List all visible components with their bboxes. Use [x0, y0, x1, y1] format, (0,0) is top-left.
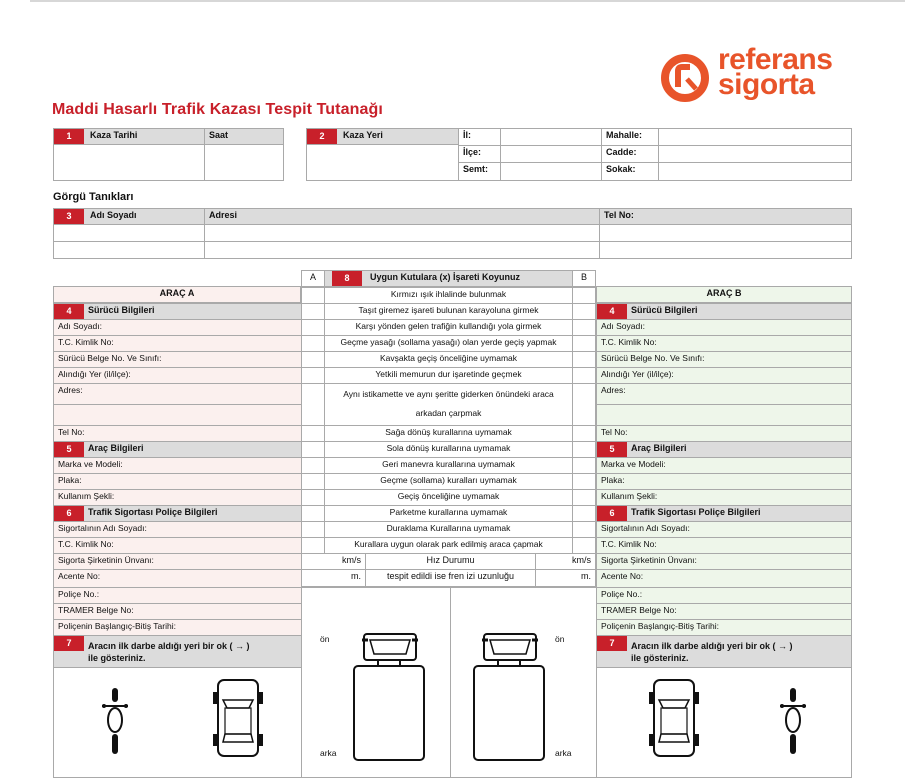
section-number: 3: [54, 209, 84, 224]
section-header-b: [596, 303, 852, 320]
motorcycle-top-view-icon: [778, 686, 808, 756]
rule-cell: [324, 351, 573, 368]
checkbox-a[interactable]: [301, 425, 325, 442]
section-number: 2: [307, 129, 337, 144]
witness-address-header: Adresi: [204, 208, 600, 225]
checkbox-b[interactable]: [572, 351, 596, 368]
column-b-label: B: [572, 270, 596, 287]
checkbox-a[interactable]: [301, 287, 325, 304]
referans-logo-icon: [660, 53, 710, 103]
car-top-view-icon: [648, 678, 700, 758]
witness-address-input[interactable]: [204, 241, 600, 259]
rule-text: Geçme (sollama) kuralları uymamak: [380, 475, 517, 485]
rule-cell: [324, 383, 573, 426]
ilce-label: İlçe:: [458, 145, 501, 163]
checkbox-a[interactable]: [301, 335, 325, 352]
motorcycle-top-view-icon: [100, 686, 130, 756]
rule-text: Karşı yönden gelen trafiğin kullandığı yola girmek: [355, 321, 542, 331]
brake-b-unit[interactable]: m.: [535, 569, 596, 587]
section-header-a: [53, 635, 302, 668]
speed-b-unit[interactable]: km/s: [535, 553, 596, 570]
checkbox-a[interactable]: [301, 489, 325, 506]
field-row-b[interactable]: Adres:: [596, 383, 852, 405]
section-title: Trafik Sigortası Poliçe Bilgileri: [631, 507, 761, 517]
rule-cell: [324, 425, 573, 442]
field-row-a[interactable]: Adres:: [53, 383, 302, 405]
field-row-b[interactable]: T.C. Kimlik No:: [596, 335, 852, 352]
rule-cell: [324, 367, 573, 384]
rear-label-b: arka: [555, 748, 572, 758]
section-title: Araç Bilgileri: [88, 443, 144, 453]
rule-cell: [324, 287, 573, 304]
section-header-b: [596, 441, 852, 458]
checkbox-a[interactable]: [301, 351, 325, 368]
checkbox-b[interactable]: [572, 287, 596, 304]
vehicle-a-title: ARAÇ A: [53, 286, 301, 303]
time-label: Saat: [209, 130, 229, 140]
checkbox-b[interactable]: [572, 303, 596, 320]
field-row-a[interactable]: T.C. Kimlik No:: [53, 335, 302, 352]
rear-label-a: arka: [320, 748, 337, 758]
rule-text: Sağa dönüş kurallarına uymamak: [385, 427, 512, 437]
section-title: ile gösteriniz.: [631, 653, 689, 663]
section-number: 6: [597, 506, 627, 521]
section-title: ile gösteriniz.: [88, 653, 146, 663]
rule-cell: [324, 473, 573, 490]
section-number: 5: [54, 442, 84, 457]
column-a-label: A: [301, 270, 325, 287]
il-label: İl:: [458, 128, 501, 146]
rule-text: Parketme kurallarına uymamak: [389, 507, 508, 517]
field-row-b[interactable]: Poliçenin Başlangıç-Bitiş Tarihi:: [596, 619, 852, 636]
section-header-a: [53, 441, 302, 458]
rule-text: Yetkili memurun dur işaretinde geçmek: [375, 369, 522, 379]
field-row-b[interactable]: TRAMER Belge No:: [596, 603, 852, 620]
checkbox-a[interactable]: [301, 505, 325, 522]
rule-text: Sola dönüş kurallarına uymamak: [386, 443, 511, 453]
field-row-a[interactable]: Kullanım Şekli:: [53, 489, 302, 506]
checkbox-b[interactable]: [572, 473, 596, 490]
field-row-b[interactable]: Sigortalının Adı Soyadı:: [596, 521, 852, 538]
rule-text: Geri manevra kurallarına uymamak: [382, 459, 515, 469]
field-row-b[interactable]: Sigorta Şirketinin Ünvanı:: [596, 553, 852, 570]
place-label: Kaza Yeri: [343, 130, 383, 140]
witness-phone-input[interactable]: [599, 241, 852, 259]
field-row-a[interactable]: Poliçe No.:: [53, 587, 302, 604]
section-number: 4: [597, 304, 627, 319]
rule-cell: [324, 441, 573, 458]
rule-cell: [324, 457, 573, 474]
rule-text: Kırmızı ışık ihlalinde bulunmak: [390, 289, 507, 299]
sokak-label: Sokak:: [601, 162, 659, 181]
ilce-input[interactable]: [500, 145, 602, 163]
checkbox-a[interactable]: [301, 383, 325, 426]
witness-address-input[interactable]: [204, 224, 600, 242]
checkbox-b[interactable]: [572, 383, 596, 426]
field-row-a[interactable]: Adı Soyadı:: [53, 319, 302, 336]
section-number: 4: [54, 304, 84, 319]
section-header-a: [53, 303, 302, 320]
rule-text: Kavşakta geçiş önceliğine uymamak: [379, 353, 517, 363]
car-top-view-icon: [212, 678, 264, 758]
checkbox-a[interactable]: [301, 473, 325, 490]
section-title: Araç Bilgileri: [631, 443, 687, 453]
field-row-a[interactable]: TRAMER Belge No:: [53, 603, 302, 620]
section-title: Sürücü Bilgileri: [631, 305, 698, 315]
field-row-a[interactable]: Sigorta Şirketinin Ünvanı:: [53, 553, 302, 570]
rule-text: Geçme yasağı (sollama yasağı) olan yerde geçiş yapmak: [340, 337, 557, 347]
semt-label: Semt:: [458, 162, 501, 181]
time-input[interactable]: [204, 144, 284, 181]
section-header-a: [53, 505, 302, 522]
checkbox-a[interactable]: [301, 457, 325, 474]
checkbox-a[interactable]: [301, 537, 325, 554]
rule-text: Taşıt giremez işareti bulunan karayoluna girmek: [358, 305, 539, 315]
checkbox-b[interactable]: [572, 457, 596, 474]
front-label-a: ön: [320, 634, 330, 644]
rules-title: Uygun Kutulara (x) İşareti Koyunuz: [370, 272, 521, 282]
rule-cell: [324, 319, 573, 336]
field-row-a[interactable]: Tel No:: [53, 425, 302, 442]
speed-a-unit[interactable]: km/s: [301, 553, 366, 570]
front-label-b: ön: [555, 634, 565, 644]
speed-label: Hız Durumu: [365, 553, 536, 570]
checkbox-b[interactable]: [572, 335, 596, 352]
checkbox-b[interactable]: [572, 367, 596, 384]
page-title: Maddi Hasarlı Trafik Kazası Tespit Tutanağı: [52, 101, 383, 118]
field-row-a-continuation[interactable]: [53, 404, 302, 426]
rule-text: Duraklama Kurallarına uymamak: [386, 523, 511, 533]
section-title: Sürücü Bilgileri: [88, 305, 155, 315]
cadde-label: Cadde:: [601, 145, 659, 163]
brand-logo: [718, 43, 833, 101]
section-header-b: [596, 635, 852, 668]
field-row-b[interactable]: T.C. Kimlik No:: [596, 537, 852, 554]
field-row-a[interactable]: Sigortalının Adı Soyadı:: [53, 521, 302, 538]
rule-cell: [324, 537, 573, 554]
field-row-b[interactable]: Sürücü Belge No. Ve Sınıfı:: [596, 351, 852, 368]
field-row-b[interactable]: Tel No:: [596, 425, 852, 442]
field-row-b[interactable]: Acente No:: [596, 569, 852, 588]
mahalle-label: Mahalle:: [601, 128, 659, 146]
rule-cell: [324, 335, 573, 352]
rule-cell: [324, 505, 573, 522]
rule-text: Geçiş önceliğine uymamak: [397, 491, 500, 501]
sokak-input[interactable]: [658, 162, 852, 181]
field-row-b-continuation[interactable]: [596, 404, 852, 426]
cadde-input[interactable]: [658, 145, 852, 163]
il-input[interactable]: [500, 128, 602, 146]
checkbox-a[interactable]: [301, 303, 325, 320]
field-row-b[interactable]: Marka ve Modeli:: [596, 457, 852, 474]
field-row-b[interactable]: Plaka:: [596, 473, 852, 490]
checkbox-b[interactable]: [572, 441, 596, 458]
field-row-b[interactable]: Adı Soyadı:: [596, 319, 852, 336]
section-number: 7: [597, 636, 627, 651]
rule-cell: [324, 489, 573, 506]
field-row-b[interactable]: Kullanım Şekli:: [596, 489, 852, 506]
witness-heading: Görgü Tanıkları: [53, 191, 134, 203]
witness-name-label: Adı Soyadı: [90, 210, 137, 220]
section-title: Trafik Sigortası Poliçe Bilgileri: [88, 507, 218, 517]
section-number: 7: [54, 636, 84, 651]
checkbox-a[interactable]: [301, 441, 325, 458]
logo-line-1: referans: [718, 43, 833, 76]
witness-phone-header: Tel No:: [599, 208, 852, 225]
checkbox-a[interactable]: [301, 521, 325, 538]
field-row-b[interactable]: Alındığı Yer (il/ilçe):: [596, 367, 852, 384]
rule-cell: [324, 521, 573, 538]
vehicle-b-title: ARAÇ B: [596, 286, 852, 303]
mahalle-input[interactable]: [658, 128, 852, 146]
date-label: Kaza Tarihi: [90, 130, 138, 140]
section-number: 1: [54, 129, 84, 144]
brake-a-unit[interactable]: m.: [301, 569, 366, 587]
truck-top-view-icon: [348, 632, 430, 764]
vehicle-b-impact-area[interactable]: [596, 667, 852, 778]
checkbox-b[interactable]: [572, 489, 596, 506]
truck-top-view-icon: [468, 632, 550, 764]
field-row-a[interactable]: Sürücü Belge No. Ve Sınıfı:: [53, 351, 302, 368]
date-input[interactable]: [53, 144, 205, 181]
field-row-a[interactable]: Acente No:: [53, 569, 302, 588]
brake-label: tespit edildi ise fren izi uzunluğu: [365, 569, 536, 587]
checkbox-b[interactable]: [572, 537, 596, 554]
time-header: [204, 128, 284, 145]
checkbox-b[interactable]: [572, 425, 596, 442]
section-title: Aracın ilk darbe aldığı yeri bir ok ( → ): [631, 641, 793, 651]
checkbox-b[interactable]: [572, 319, 596, 336]
rule-cell: [324, 303, 573, 320]
field-row-a[interactable]: Plaka:: [53, 473, 302, 490]
witness-name-input[interactable]: [53, 224, 205, 242]
field-row-a[interactable]: Alındığı Yer (il/ilçe):: [53, 367, 302, 384]
vehicle-a-impact-area[interactable]: [53, 667, 302, 778]
checkbox-b[interactable]: [572, 505, 596, 522]
section-number: 6: [54, 506, 84, 521]
field-row-a[interactable]: Poliçenin Başlangıç-Bitiş Tarihi:: [53, 619, 302, 636]
top-divider: [30, 0, 905, 2]
section-number: 5: [597, 442, 627, 457]
section-number: 8: [332, 271, 362, 286]
section-header-b: [596, 505, 852, 522]
checkbox-b[interactable]: [572, 521, 596, 538]
rule-text: Aynı istikamette ve aynı şeritte giderken önündeki araca: [343, 389, 554, 399]
checkbox-a[interactable]: [301, 367, 325, 384]
field-row-b[interactable]: Poliçe No.:: [596, 587, 852, 604]
logo-line-2: sigorta: [718, 68, 815, 101]
witness-name-input[interactable]: [53, 241, 205, 259]
checkbox-a[interactable]: [301, 319, 325, 336]
rule-text: arkadan çarpmak: [415, 408, 482, 418]
field-row-a[interactable]: Marka ve Modeli:: [53, 457, 302, 474]
place-input[interactable]: [306, 144, 459, 181]
witness-phone-input[interactable]: [599, 224, 852, 242]
section-title: Aracın ilk darbe aldığı yeri bir ok ( → ): [88, 641, 250, 651]
semt-input[interactable]: [500, 162, 602, 181]
field-row-a[interactable]: T.C. Kimlik No:: [53, 537, 302, 554]
rule-text: Kurallara uygun olarak park edilmiş araca çapmak: [354, 539, 543, 549]
